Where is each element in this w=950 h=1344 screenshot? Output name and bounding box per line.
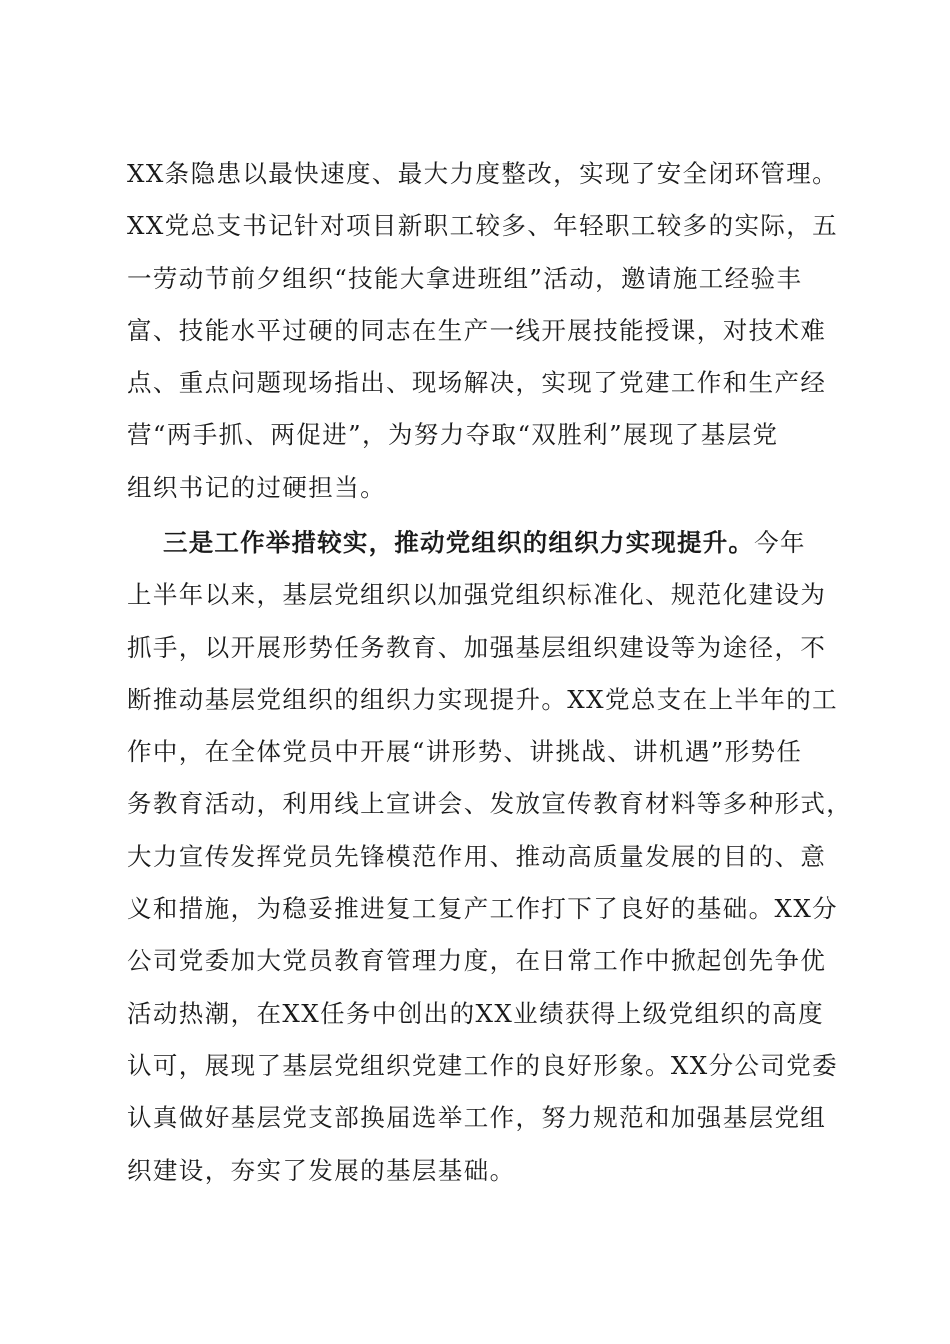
paragraph-2-line: 断推动基层党组织的组织力实现提升。XX党总支在上半年的工 xyxy=(127,684,839,714)
paragraph-2-line: 公司党委加大党员教育管理力度，在日常工作中掀起创先争优 xyxy=(127,946,827,976)
paragraph-2-first-line xyxy=(127,517,847,569)
paragraph-1-line: 一劳动节前夕组织“技能大拿进班组”活动，邀请施工经验丰 xyxy=(127,263,803,293)
paragraph-1 xyxy=(127,148,847,514)
paragraph-1-line: 富、技能水平过硬的同志在生产一线开展技能授课，对技术难 xyxy=(127,315,827,345)
paragraph-2-first-line-rest: 今年 xyxy=(754,528,806,557)
paragraph-2-line: 活动热潮，在XX任务中创出的XX业绩获得上级党组织的高度 xyxy=(127,998,824,1028)
paragraph-2-line: 务教育活动，利用线上宣讲会、发放宣传教育材料等多种形式， xyxy=(127,789,853,819)
paragraph-2-line: 上半年以来，基层党组织以加强党组织标准化、规范化建设为 xyxy=(127,580,827,610)
paragraph-1-line: 组织书记的过硬担当。 xyxy=(127,472,386,502)
paragraph-2-line: 义和措施，为稳妥推进复工复产工作打下了良好的基础。XX分 xyxy=(127,894,839,924)
paragraph-2-heading: 三是工作举措较实，推动党组织的组织力实现提升。 xyxy=(163,528,755,557)
paragraph-2-line: 抓手，以开展形势任务教育、加强基层组织建设等为途径，不 xyxy=(127,632,827,662)
paragraph-2-line: 作中，在全体党员中开展“讲形势、讲挑战、讲机遇”形势任 xyxy=(127,737,803,767)
paragraph-1-line: 营“两手抓、两促进”，为努力夺取“双胜利”展现了基层党 xyxy=(127,420,779,450)
paragraph-2-line: 认可，展现了基层党组织党建工作的良好形象。XX分公司党委 xyxy=(127,1050,839,1080)
paragraph-2-line: 织建设，夯实了发展的基层基础。 xyxy=(127,1155,516,1185)
paragraph-2-line: 认真做好基层党支部换届选举工作，努力规范和加强基层党组 xyxy=(127,1103,827,1133)
paragraph-1-line: XX条隐患以最快速度、最大力度整改，实现了安全闭环管理。 xyxy=(127,159,839,188)
paragraph-2 xyxy=(127,517,853,1197)
paragraph-1-line: XX党总支书记针对项目新职工较多、年轻职工较多的实际，五 xyxy=(127,211,839,241)
paragraph-2-line: 大力宣传发挥党员先锋模范作用、推动高质量发展的目的、意 xyxy=(127,841,827,871)
paragraph-1-line: 点、重点问题现场指出、现场解决，实现了党建工作和生产经 xyxy=(127,368,827,398)
